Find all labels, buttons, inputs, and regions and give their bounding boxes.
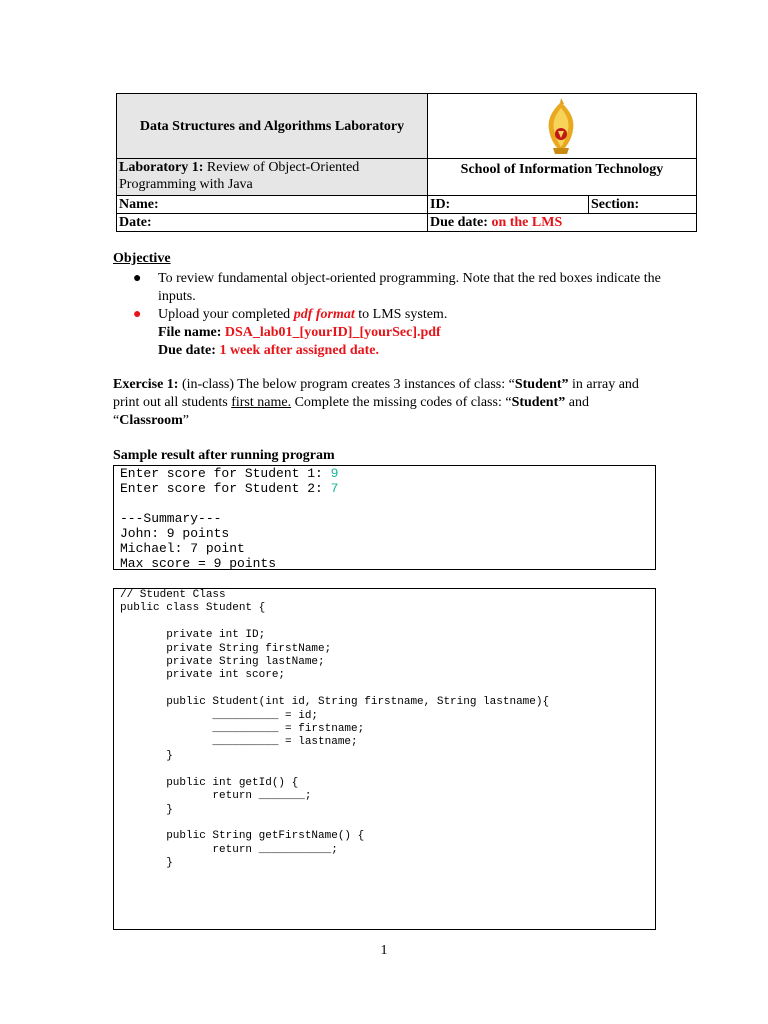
code-line: private String lastName; xyxy=(120,656,325,669)
code-line xyxy=(114,616,655,629)
output-line: ---Summary--- xyxy=(120,511,222,526)
exercise-text-4: and “ xyxy=(113,395,589,428)
code-line xyxy=(114,817,655,830)
file-name-label: File name: xyxy=(158,325,225,340)
code-line: } xyxy=(120,749,173,762)
upload-post: to LMS system. xyxy=(354,307,448,322)
code-line: __________ = id; xyxy=(120,709,319,722)
date-label: Date: xyxy=(119,215,152,230)
red-bullet-icon: ● xyxy=(133,307,142,322)
due-label: Due date: xyxy=(430,215,488,230)
school-name: School of Information Technology xyxy=(428,159,697,196)
due-value: on the LMS xyxy=(487,215,563,230)
due-date-field xyxy=(428,214,697,232)
name-label: Name: xyxy=(119,197,159,212)
exercise-text-3: Complete the missing codes of class: “ xyxy=(291,395,512,410)
objective-due-label: Due date: xyxy=(158,343,220,358)
lab-label: Laboratory 1: xyxy=(119,160,204,175)
output-line xyxy=(114,466,655,481)
course-title: Data Structures and Algorithms Laboratory xyxy=(117,94,428,159)
output-line xyxy=(114,481,655,496)
date-field xyxy=(117,214,428,232)
output-input-1: 9 xyxy=(330,466,339,481)
logo-cell xyxy=(428,94,697,159)
output-line: John: 9 points xyxy=(120,526,230,541)
exercise-label: Exercise 1: xyxy=(113,377,179,392)
code-line: __________ = lastname; xyxy=(120,736,358,749)
code-line xyxy=(114,683,655,696)
name-field xyxy=(117,196,428,214)
sample-title: Sample result after running program xyxy=(113,448,335,463)
objective-list xyxy=(113,270,673,360)
exercise-classroom: Classroom xyxy=(119,413,183,428)
objective-due-value: 1 week after assigned date. xyxy=(219,343,379,358)
exercise-first-name: first name. xyxy=(231,395,292,410)
upload-pre: Upload your completed xyxy=(158,307,294,322)
code-line: // Student Class xyxy=(120,589,226,601)
code-line: public Student(int id, String firstname, String lastname){ xyxy=(120,696,550,709)
code-line: private int score; xyxy=(120,669,286,682)
upload-format: pdf format xyxy=(293,307,355,322)
sample-output-box xyxy=(113,465,656,570)
code-line: } xyxy=(120,857,173,870)
exercise-description xyxy=(113,376,661,430)
exercise-text-5: ” xyxy=(182,413,189,428)
exercise-student-2: Student” xyxy=(511,395,566,410)
code-line: public String getFirstName() { xyxy=(120,830,365,843)
page-number: 1 xyxy=(380,943,388,958)
code-line: public class Student { xyxy=(120,602,266,615)
lab-description xyxy=(117,159,428,196)
code-line xyxy=(114,763,655,776)
exercise-text-2: in array and print out all students xyxy=(113,377,639,410)
id-field xyxy=(428,196,589,214)
objective-text-1: To review fundamental object-oriented programming. Note that the red boxes indicate the inputs. xyxy=(158,271,661,304)
output-input-2: 7 xyxy=(330,481,339,496)
code-line: __________ = firstname; xyxy=(120,723,365,736)
file-name-value: DSA_lab01_[yourID]_[yourSec].pdf xyxy=(224,325,441,340)
bullet-icon: ● xyxy=(133,271,142,286)
code-line: } xyxy=(120,803,173,816)
section-label: Section: xyxy=(591,197,640,212)
output-line: Michael: 7 point xyxy=(120,541,245,556)
code-box xyxy=(113,588,656,930)
code-line: return ___________; xyxy=(120,843,338,856)
output-prompt-2: Enter score for Student 2: xyxy=(120,481,331,496)
objective-item-1 xyxy=(113,270,673,306)
output-line xyxy=(114,496,655,511)
output-line: Max score = 9 points xyxy=(120,556,277,571)
code-line: private String firstName; xyxy=(120,642,332,655)
exercise-student: Student” xyxy=(514,377,569,392)
code-line: private int ID; xyxy=(120,629,266,642)
code-line: public int getId() { xyxy=(120,776,299,789)
objective-heading: Objective xyxy=(113,251,171,266)
lab-desc: Review of Object-Oriented Programming with Java xyxy=(119,160,360,192)
code-line: return _______; xyxy=(120,790,312,803)
output-prompt-1: Enter score for Student 1: xyxy=(120,466,331,481)
header-table xyxy=(116,93,697,232)
section-field xyxy=(589,196,697,214)
objective-item-2 xyxy=(113,306,673,360)
university-logo-icon xyxy=(539,96,583,156)
id-label: ID: xyxy=(430,197,451,212)
exercise-text-1: (in-class) The below program creates 3 instances of class: “ xyxy=(178,377,515,392)
